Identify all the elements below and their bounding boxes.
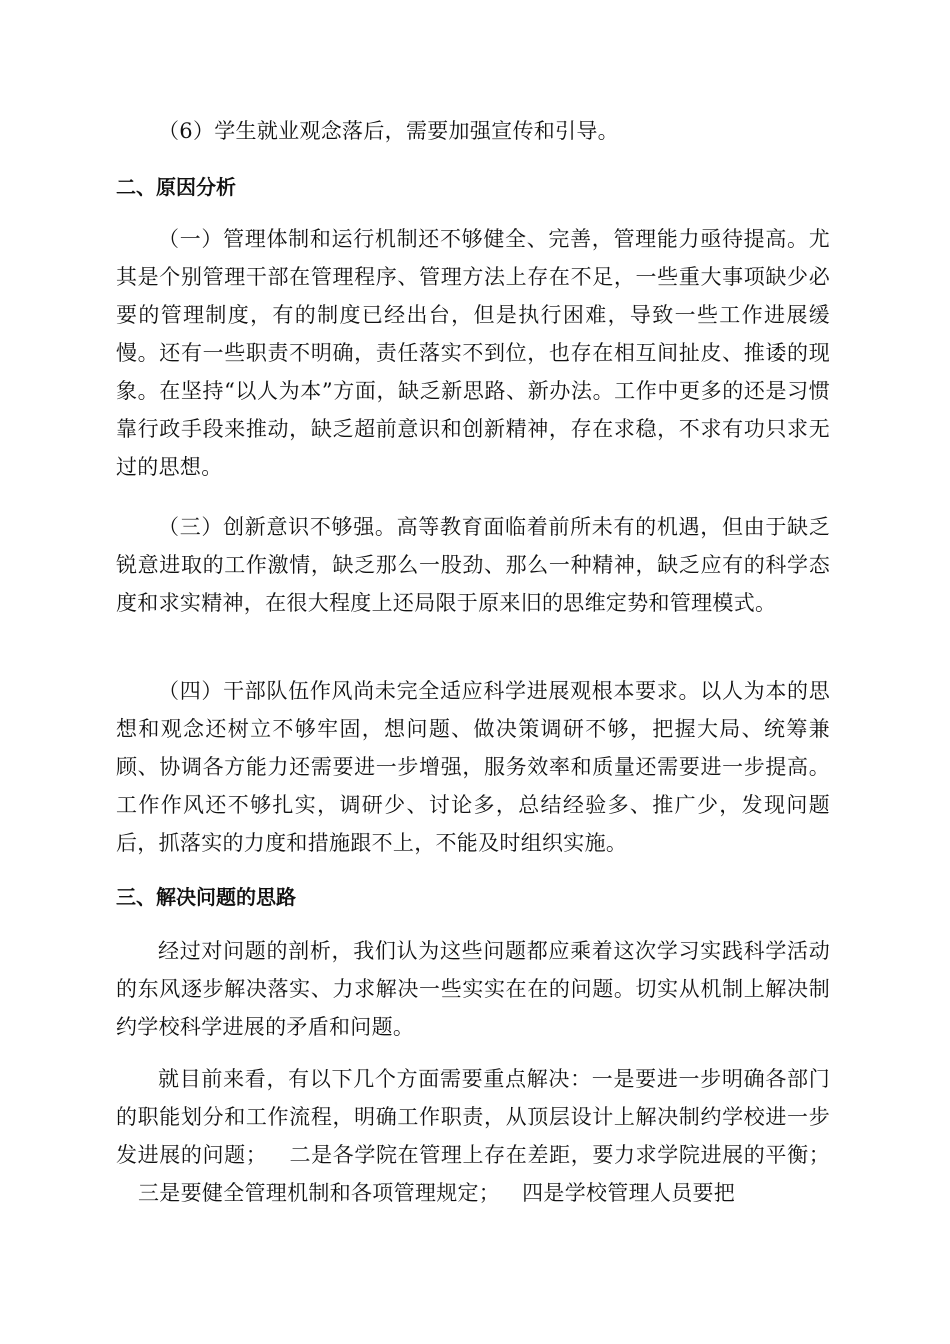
paragraph-cause-1: （一）管理体制和运行机制还不够健全、完善，管理能力亟待提高。尤其是个别管理干部在管理程序、管理方法上存在不足，一些重大事项缺少必要的管理制度，有的制度已经出台，但是执行困难，导致一些工作进展缓慢。还有一些职责不明确，责任落实不到位，也存在相互间扯皮、推诿的现象。在坚持“以人为本”方面，缺乏新思路、新办法。工作中更多的还是习惯靠行政手段来推动，缺乏超前意识和创新精神，存在求稳，不求有功只求无过的思想。	[116, 227, 830, 479]
solution-point-1: 就目前来看，有以下几个方面需要重点解决：一是要进一步明确各部门的职能划分和工作流程，明确工作职责，从顶层设计上解决制约学校进一步发进展的问题；	[116, 1067, 830, 1167]
paragraph-item-6: （6）学生就业观念落后，需要加强宣传和引导。	[158, 119, 619, 143]
paragraph-cause-3: （三）创新意识不够强。高等教育面临着前所未有的机遇，但由于缺乏锐意进取的工作激情，缺乏那么一股劲、那么一种精神，缺乏应有的科学态度和求实精神，在很大程度上还局限于原来旧的思维定势和管理模式。	[116, 515, 830, 615]
paragraph-solution-2	[116, 1060, 830, 1212]
solution-point-3: 三是要健全管理机制和各项管理规定；	[138, 1181, 501, 1205]
solution-point-4: 四是学校管理人员要把	[522, 1181, 736, 1205]
solution-point-2: 二是各学院在管理上存在差距，要力求学院进展的平衡；	[289, 1143, 831, 1167]
paragraph-solution-1: 经过对问题的剖析，我们认为这些问题都应乘着这次学习实践科学活动的东风逐步解决落实、力求解决一些实实在在的问题。切实从机制上解决制约学校科学进展的矛盾和问题。	[116, 939, 830, 1039]
section-heading-cause-analysis: 二、原因分析	[116, 175, 236, 199]
paragraph-cause-4: （四）干部队伍作风尚未完全适应科学进展观根本要求。以人为本的思想和观念还树立不够牢固，想问题、做决策调研不够，把握大局、统筹兼顾、协调各方能力还需要进一步增强，服务效率和质量还需要进一步提高。工作作风还不够扎实，调研少、讨论多，总结经验多、推广少，发现问题后，抓落实的力度和措施跟不上，不能及时组织实施。	[116, 679, 830, 855]
section-heading-solution-ideas: 三、解决问题的思路	[116, 885, 296, 909]
